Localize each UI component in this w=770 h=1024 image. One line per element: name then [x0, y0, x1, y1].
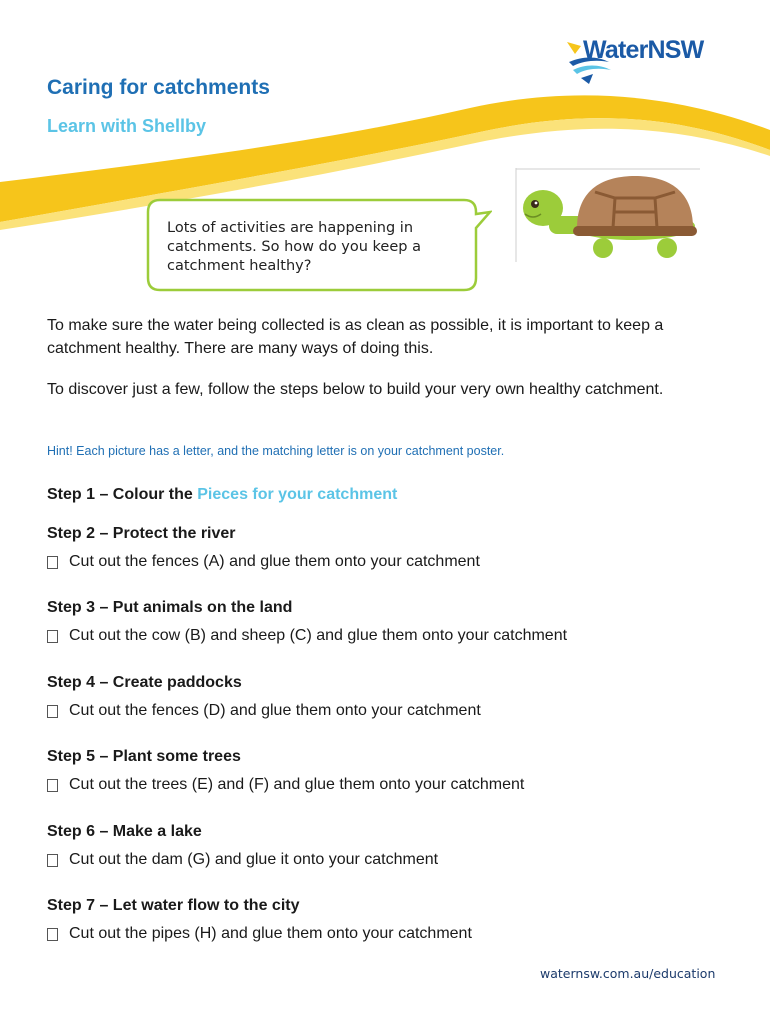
footer-url[interactable]: waternsw.com.au/education	[540, 966, 716, 981]
step-5-heading: Step 5 – Plant some trees	[47, 748, 241, 765]
step-7-heading: Step 7 – Let water flow to the city	[47, 897, 300, 914]
step-7-task-text: Cut out the pipes (H) and glue them onto your catchment	[69, 925, 472, 942]
step-7-task	[47, 925, 472, 943]
step-3-heading: Step 3 – Put animals on the land	[47, 599, 293, 616]
step-2-checkbox[interactable]	[47, 556, 58, 569]
step-2-heading: Step 2 – Protect the river	[47, 525, 236, 542]
page-title: Caring for catchments	[47, 76, 270, 99]
hint-text: Hint! Each picture has a letter, and the matching letter is on your catchment poster.	[47, 444, 505, 458]
pieces-link[interactable]: Pieces for your catchment	[197, 486, 398, 503]
step-4-checkbox[interactable]	[47, 705, 58, 718]
step-7-checkbox[interactable]	[47, 928, 58, 941]
step-4-task-text: Cut out the fences (D) and glue them onto your catchment	[69, 702, 481, 719]
step-6-checkbox[interactable]	[47, 854, 58, 867]
speech-bubble-text: Lots of activities are happening in catchments. So how do you keep a catchment healthy?	[167, 220, 421, 274]
step-3-task	[47, 627, 567, 645]
step-1-heading	[47, 486, 397, 504]
step-1-heading-text: Step 1 – Colour the	[47, 486, 198, 503]
step-2-task-text: Cut out the fences (A) and glue them onto your catchment	[69, 553, 480, 570]
intro-paragraph-2: To discover just a few, follow the steps below to build your very own healthy catchment.	[47, 381, 664, 398]
step-4-task	[47, 702, 481, 720]
step-5-task-text: Cut out the trees (E) and (F) and glue them onto your catchment	[69, 776, 525, 793]
logo-text: WaterNSW	[583, 36, 704, 64]
step-5-checkbox[interactable]	[47, 779, 58, 792]
step-4-heading: Step 4 – Create paddocks	[47, 674, 242, 691]
step-2-task	[47, 553, 480, 571]
step-6-task-text: Cut out the dam (G) and glue it onto your catchment	[69, 851, 439, 868]
step-6-heading: Step 6 – Make a lake	[47, 823, 202, 840]
page-subtitle: Learn with Shellby	[47, 116, 207, 136]
step-6-task	[47, 851, 438, 869]
step-5-task	[47, 776, 524, 794]
step-3-task-text: Cut out the cow (B) and sheep (C) and glue them onto your catchment	[69, 627, 568, 644]
turtle-shellby-icon	[515, 168, 700, 268]
intro-paragraph-1: To make sure the water being collected is as clean as possible, it is important to keep a catchment healthy. There are many ways of doing this.	[47, 317, 664, 357]
step-3-checkbox[interactable]	[47, 630, 58, 643]
